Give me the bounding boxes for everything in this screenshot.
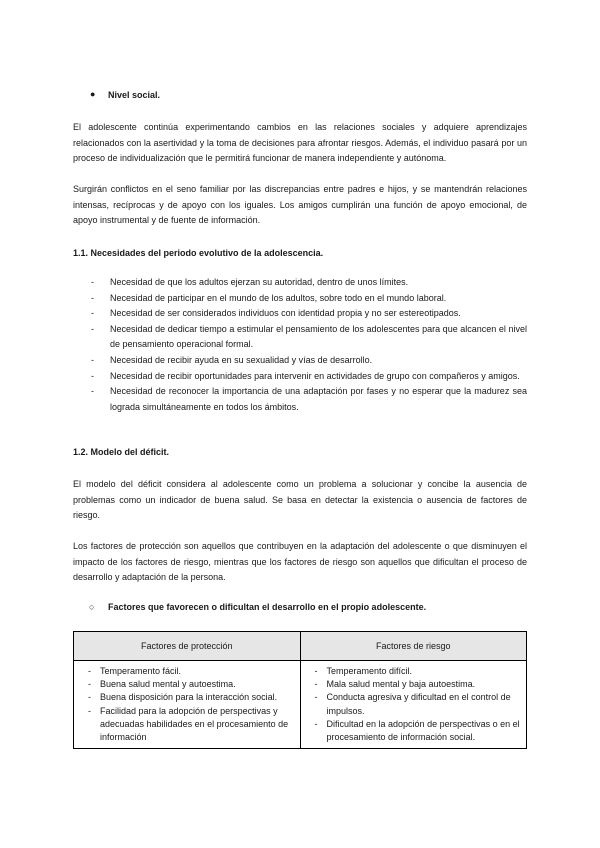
nivel-social-title: Nivel social. [108, 90, 161, 100]
list-item: - Necesidad de recibir oportunidades para intervenir en actividades de grupo con compañeros y amigos. [91, 369, 527, 385]
list-item: - Necesidad de recibir ayuda en su sexualidad y vías de desarrollo. [91, 353, 527, 369]
list-item: - Necesidad de dedicar tiempo a estimular el pensamiento de los adolescentes para que alcancen el nivel de pensamiento operacional formal. [91, 322, 527, 353]
hollow-bullet: ○ [89, 602, 95, 612]
section-1-1-heading: 1.1. Necesidades del periodo evolutivo de la adolescencia. [73, 248, 324, 258]
factors-table [73, 631, 527, 749]
needs-list [91, 275, 527, 415]
factors-subheading: Factores que favorecen o dificultan el desarrollo en el propio adolescente. [108, 602, 427, 612]
list-item: - Buena disposición para la interacción social. [80, 691, 294, 704]
list-item: - Temperamento fácil. [80, 665, 294, 678]
list-item: - Facilidad para la adopción de perspectivas y adecuadas habilidades en el procesamiento de información [80, 705, 294, 745]
section-1-2-heading: 1.2. Modelo del déficit. [73, 447, 170, 457]
list-item: - Buena salud mental y autoestima. [80, 678, 294, 691]
table-header-protection: Factores de protección [74, 632, 301, 661]
protection-factors-cell [74, 661, 301, 749]
list-item: - Necesidad de participar en el mundo de los adultos, sobre todo en el mundo laboral. [91, 291, 527, 307]
bullet-dot: ● [90, 89, 96, 99]
list-item: - Dificultad en la adopción de perspectivas o en el procesamiento de información social. [307, 718, 521, 744]
list-item: - Conducta agresiva y dificultad en el control de impulsos. [307, 691, 521, 717]
nivel-social-paragraph-1: El adolescente continúa experimentando cambios en las relaciones sociales y adquiere aprendizajes relacionados con la asertividad y la toma de decisiones para afrontar riesgos. Además, el individuo pasará por un proceso de individualización que le permitirá funcionar de manera independiente y autónoma. [73, 122, 527, 163]
deficit-paragraph-1: El modelo del déficit considera al adolescente como un problema a solucionar y concibe la ausencia de problemas como un indicador de buena salud. Se basa en detectar la existencia o ausencia de factores de riesgo. [73, 479, 527, 520]
list-item: - Necesidad de que los adultos ejerzan su autoridad, dentro de unos límites. [91, 275, 527, 291]
table-header-risk: Factores de riesgo [300, 632, 527, 661]
nivel-social-paragraph-2: Surgirán conflictos en el seno familiar por las discrepancias entre padres e hijos, y se mantendrán relaciones intensas, recíprocas y de apoyo con los iguales. Los amigos cumplirán una función de apoyo emocional, de apoyo instrumental y de fuente de información. [73, 184, 527, 225]
list-item: - Temperamento difícil. [307, 665, 521, 678]
list-item: - Necesidad de reconocer la importancia de una adaptación por fases y no esperar que la madurez sea lograda simultáneamente en todos los ámbitos. [91, 384, 527, 415]
list-item: - Mala salud mental y baja autoestima. [307, 678, 521, 691]
deficit-paragraph-2: Los factores de protección son aquellos que contribuyen en la adaptación del adolescente o que disminuyen el impacto de los factores de riesgo, mientras que los factores de riesgo son aquellos que dificultan el proceso de desarrollo y adaptación de la persona. [73, 541, 527, 582]
list-item: - Necesidad de ser considerados individuos con identidad propia y no ser estereotipados. [91, 306, 527, 322]
risk-factors-cell [300, 661, 527, 749]
